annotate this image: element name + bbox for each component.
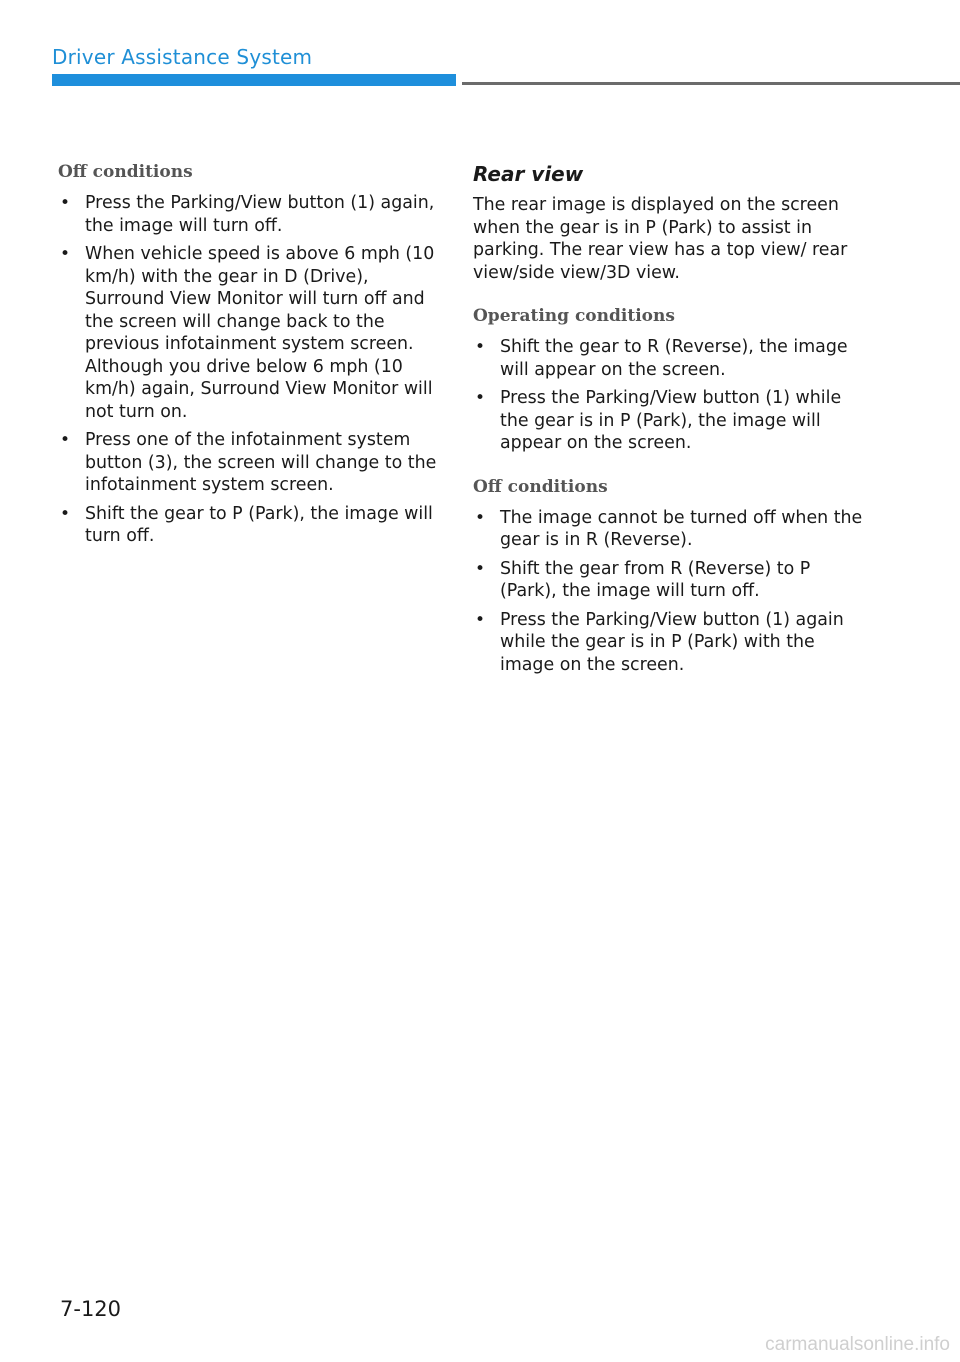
off-conditions-heading: Off conditions [58, 162, 193, 182]
list-item: • Press the Parking/View button (1) again, the image will turn off. [60, 193, 435, 236]
list-item: • Press the Parking/View button (1) again while the gear is in P (Park) with the image on the screen. [475, 609, 844, 675]
operating-conditions-list [473, 336, 863, 455]
list-item: • Press one of the infotainment system button (3), the screen will change to the infotainment system screen. [60, 430, 437, 495]
bullet-icon: • [475, 609, 486, 630]
list-item: • The image cannot be turned off when the gear is in R (Reverse). [475, 507, 863, 550]
header-divider [462, 82, 960, 85]
list-item: • Shift the gear to P (Park), the image will turn off. [60, 503, 433, 546]
right-column [473, 162, 863, 698]
list-item: • Shift the gear to R (Reverse), the image will appear on the screen. [475, 337, 848, 380]
list-item: • Shift the gear from R (Reverse) to P (Park), the image will turn off. [475, 558, 811, 601]
bullet-icon: • [60, 503, 71, 524]
list-item: • Press the Parking/View button (1) while the gear is in P (Park), the image will appear on the screen. [475, 388, 842, 453]
bullet-icon: • [475, 337, 486, 357]
bullet-icon: • [60, 193, 71, 213]
left-column [58, 162, 442, 570]
page-number: 7-120 [60, 1297, 122, 1321]
off-conditions-list [58, 192, 442, 548]
section-header-title: Driver Assistance System [52, 45, 313, 69]
watermark: carmanualsonline.info [765, 1334, 950, 1355]
off-conditions-list [473, 507, 863, 677]
bullet-icon: • [60, 244, 71, 264]
bullet-icon: • [475, 507, 486, 528]
list-item: • When vehicle speed is above 6 mph (10 km/h) with the gear in D (Drive), Surround View Monitor will turn off and the screen will change back to the previous infotainment system screen. Although you drive below 6 mph (10 km/h) again, Surround View Monitor will not turn on. [60, 244, 435, 422]
operating-conditions-heading: Operating conditions [473, 306, 675, 326]
off-conditions-heading: Off conditions [473, 476, 608, 497]
bullet-icon: • [475, 558, 486, 579]
rear-view-title: Rear view [473, 162, 584, 186]
header-accent-bar [52, 74, 456, 86]
bullet-icon: • [60, 430, 71, 450]
bullet-icon: • [475, 388, 486, 408]
rear-view-intro: The rear image is displayed on the screen when the gear is in P (Park) to assist in parking. The rear view has a top view/ rear view/side view/3D view. [473, 195, 848, 283]
